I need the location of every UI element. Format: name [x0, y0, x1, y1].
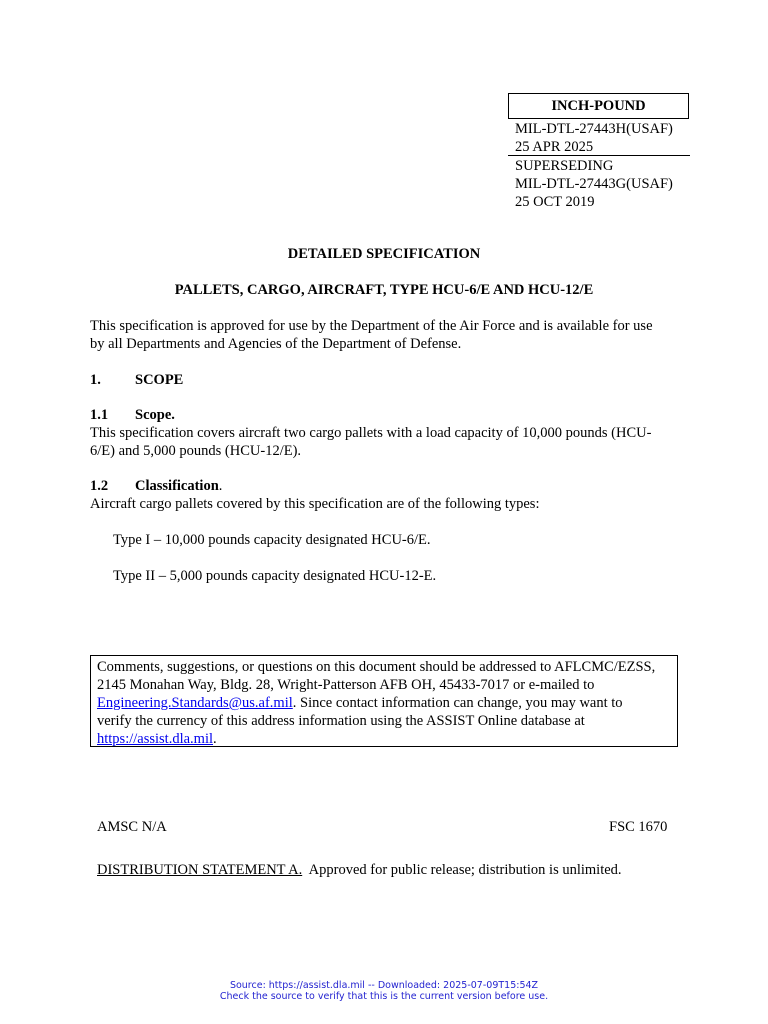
section-1-2-title-period: . [218, 478, 223, 494]
document-subject-title: PALLETS, CARGO, AIRCRAFT, TYPE HCU-6/E AND HCU-12/E [174, 282, 594, 298]
assist-link[interactable]: https://assist.dla.mil [97, 731, 214, 747]
type-2-item: Type II – 5,000 pounds capacity designated HCU-12-E. [113, 568, 437, 584]
comments-box [90, 655, 678, 747]
fsc-label: FSC 1670 [609, 819, 668, 835]
scope-line-2: 6/E) and 5,000 pounds (HCU-12/E). [90, 442, 302, 459]
previous-document-id: MIL-DTL-27443G(USAF) [515, 176, 673, 192]
section-1-1-heading [90, 407, 175, 424]
section-1-2-title: Classification [135, 478, 219, 494]
amsc-label: AMSC N/A [97, 819, 167, 835]
section-1-number: 1. [90, 372, 101, 388]
approval-line-2: by all Departments and Agencies of the Department of Defense. [90, 335, 462, 352]
approval-paragraph [90, 318, 680, 353]
inch-pound-label: INCH-POUND [508, 93, 689, 119]
scope-line-1: This specification covers aircraft two cargo pallets with a load capacity of 10,000 pounds (HCU- [90, 425, 652, 441]
document-date: 25 APR 2025 [515, 139, 594, 155]
source-footer-line-1: Source: https://assist.dla.mil -- Downloaded: 2025-07-09T15:54Z [229, 980, 539, 991]
comments-line-5-end: . [213, 731, 217, 747]
section-1-title: SCOPE [135, 372, 184, 388]
scope-paragraph [90, 425, 680, 460]
distribution-statement [97, 862, 622, 879]
previous-document-date: 25 OCT 2019 [515, 194, 595, 210]
comments-line-4: verify the currency of this address information using the ASSIST Online database at [97, 713, 585, 729]
section-1-2-heading [90, 478, 222, 495]
section-1-2-number: 1.2 [90, 478, 109, 494]
distribution-text: Approved for public release; distribution is unlimited. [302, 862, 622, 878]
classification-intro: Aircraft cargo pallets covered by this specification are of the following types: [90, 496, 540, 512]
comments-line-5 [97, 730, 671, 748]
approval-line-1: This specification is approved for use by the Department of the Air Force and is available for use [90, 318, 653, 334]
source-footer-line-2: Check the source to verify that this is the current version before use. [219, 991, 549, 1002]
header-divider [508, 155, 690, 156]
section-1-1-number: 1.1 [90, 407, 109, 423]
email-link[interactable]: Engineering.Standards@us.af.mil [97, 695, 293, 711]
type-1-item: Type I – 10,000 pounds capacity designated HCU-6/E. [113, 532, 431, 548]
section-1-1-title: Scope. [135, 407, 175, 423]
comments-line-3 [97, 694, 671, 712]
comments-line-1: Comments, suggestions, or questions on this document should be addressed to AFLCMC/EZSS, [97, 659, 656, 675]
comments-line-3-rest: . Since contact information can change, you may want to [292, 695, 623, 711]
section-1-heading [90, 372, 183, 389]
comments-line-2: 2145 Monahan Way, Bldg. 28, Wright-Patterson AFB OH, 45433-7017 or e-mailed to [97, 677, 595, 693]
document-id: MIL-DTL-27443H(USAF) [515, 121, 673, 137]
distribution-label: DISTRIBUTION STATEMENT A. [97, 862, 303, 878]
document-type-title: DETAILED SPECIFICATION [287, 246, 481, 262]
superseding-label: SUPERSEDING [515, 158, 614, 174]
